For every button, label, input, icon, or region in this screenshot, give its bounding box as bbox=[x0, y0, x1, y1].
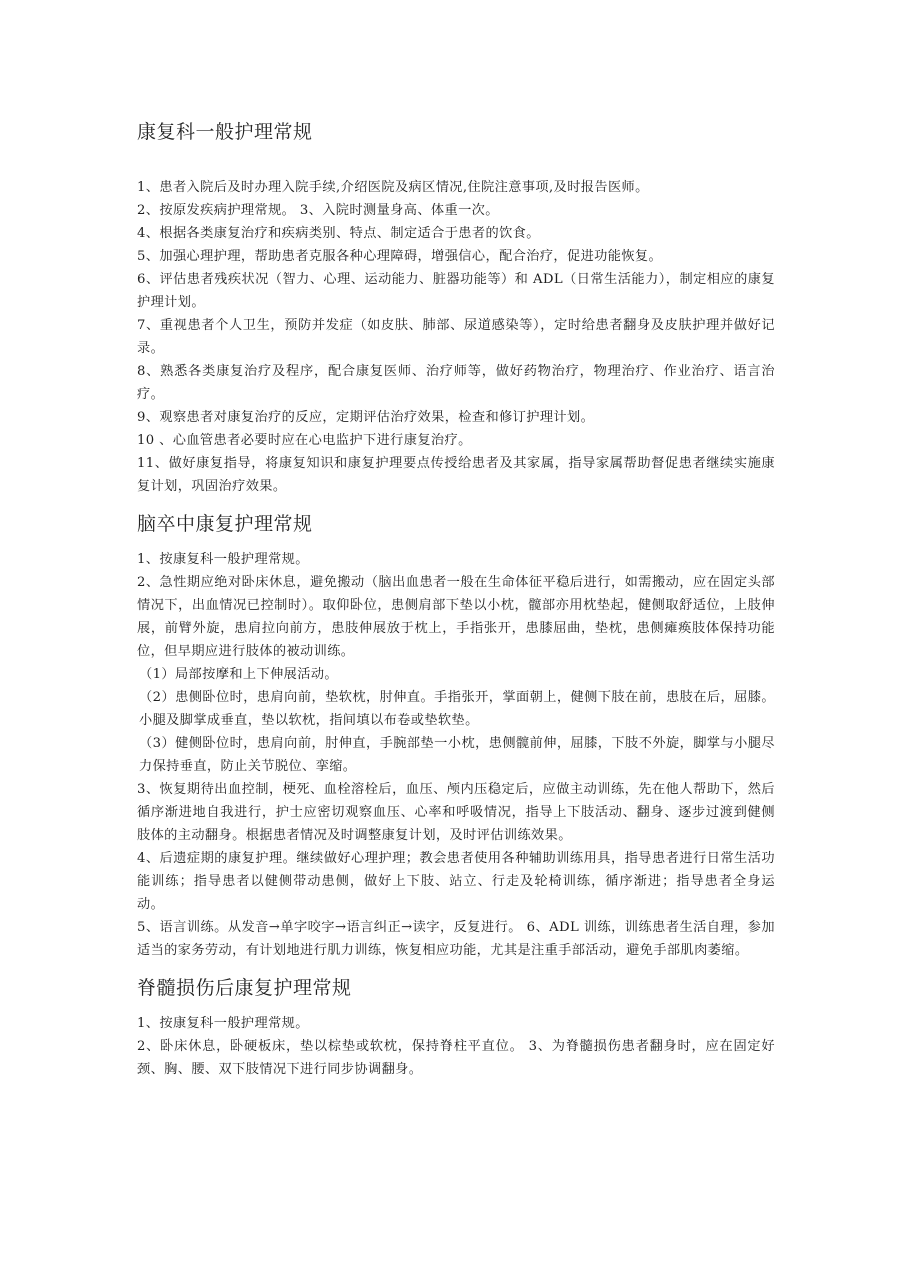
paragraph: （3）健侧卧位时，患肩向前，肘伸直，手腕部垫一小枕，患侧髋前伸，屈膝，下肢不外旋，脚掌与小腿尽力保持垂直，防止关节脱位、挛缩。 bbox=[139, 736, 775, 774]
paragraph: 7、重视患者个人卫生，预防并发症（如皮肤、肺部、尿道感染等），定时给患者翻身及皮肤护理并做好记录。 bbox=[137, 318, 775, 356]
paragraph: 5、加强心理护理，帮助患者克服各种心理障碍，增强信心，配合治疗，促进功能恢复。 bbox=[137, 249, 663, 264]
section-title-stroke-care: 脑卒中康复护理常规 bbox=[137, 513, 313, 535]
paragraph: 10 、心血管患者必要时应在心电监护下进行康复治疗。 bbox=[137, 433, 472, 448]
paragraph: （2）患侧卧位时，患肩向前，垫软枕，肘伸直。手指张开，掌面朝上，健侧下肢在前，患肢在后，屈膝。小腿及脚掌成垂直，垫以软枕，指间填以布卷或垫软垫。 bbox=[139, 690, 775, 728]
paragraph: 4、后遗症期的康复护理。继续做好心理护理；教会患者使用各种辅助训练用具，指导患者进行日常生活功能训练；指导患者以健侧带动患侧，做好上下肢、站立、行走及轮椅训练，循序渐进；指导患者全身运动。 bbox=[137, 851, 775, 912]
paragraph: （1）局部按摩和上下伸展活动。 bbox=[139, 667, 339, 682]
paragraph: 6、评估患者残疾状况（智力、心理、运动能力、脏器功能等）和 ADL（日常生活能力），制定相应的康复护理计划。 bbox=[137, 272, 775, 310]
section-title-spinal-cord-care: 脊髓损伤后康复护理常规 bbox=[137, 977, 352, 999]
paragraph: 5、语言训练。从发音→单字咬字→语言纠正→读字，反复进行。 6、ADL 训练，训练患者生活自理，参加适当的家务劳动，有计划地进行肌力训练，恢复相应功能，尤其是注重手部活动，避免手部肌肉萎缩。 bbox=[137, 920, 775, 958]
paragraph: 3、恢复期待出血控制，梗死、血栓溶栓后，血压、颅内压稳定后，应做主动训练，先在他人帮助下，然后循序渐进地自我进行，护士应密切观察血压、心率和呼吸情况，指导上下肢活动、翻身、逐步过渡到健侧肢体的主动翻身。根据患者情况及时调整康复计划，及时评估训练效果。 bbox=[137, 782, 775, 843]
document-body bbox=[137, 118, 775, 1081]
paragraph: 2、按原发疾病护理常规。 3、入院时测量身高、体重一次。 bbox=[137, 203, 499, 218]
paragraph: 4、根据各类康复治疗和疾病类别、特点、制定适合于患者的饮食。 bbox=[137, 226, 540, 241]
paragraph: 8、熟悉各类康复治疗及程序，配合康复医师、治疗师等，做好药物治疗，物理治疗、作业治疗、语言治疗。 bbox=[137, 364, 775, 402]
paragraph: 9、观察患者对康复治疗的反应，定期评估治疗效果，检查和修订护理计划。 bbox=[137, 410, 595, 425]
paragraph: 2、急性期应绝对卧床休息，避免搬动（脑出血患者一般在生命体征平稳后进行，如需搬动，应在固定头部情况下，出血情况已控制时）。取仰卧位，患侧肩部下垫以小枕，髋部亦用枕垫起，健侧取舒适位，上肢伸展，前臂外旋，患肩拉向前方，患肢伸展放于枕上，手指张开，患膝屈曲，垫枕，患侧瘫痪肢体保持功能位，但早期应进行肢体的被动训练。 bbox=[137, 575, 775, 659]
paragraph: 11、做好康复指导，将康复知识和康复护理要点传授给患者及其家属，指导家属帮助督促患者继续实施康复计划，巩固治疗效果。 bbox=[137, 456, 775, 494]
section-title-general-care: 康复科一般护理常规 bbox=[137, 121, 313, 143]
paragraph: 1、患者入院后及时办理入院手续,介绍医院及病区情况,住院注意事项,及时报告医师。 bbox=[137, 180, 649, 195]
paragraph: 2、卧床休息，卧硬板床，垫以棕垫或软枕，保持脊柱平直位。 3、为脊髓损伤患者翻身时，应在固定好颈、胸、腰、双下肢情况下进行同步协调翻身。 bbox=[137, 1039, 775, 1077]
paragraph: 1、按康复科一般护理常规。 bbox=[137, 1016, 309, 1031]
paragraph: 1、按康复科一般护理常规。 bbox=[137, 552, 309, 567]
